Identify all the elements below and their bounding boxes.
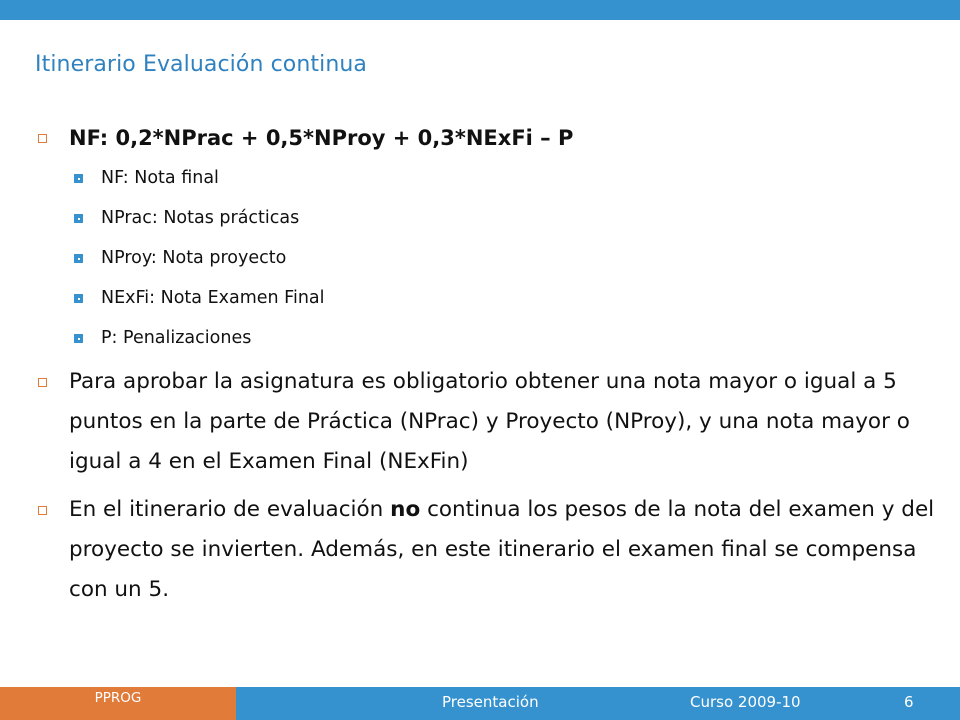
filled-square-bullet-icon [74,254,83,263]
requirement-paragraph [36,362,936,482]
definition-text: P: Penalizaciones [101,328,252,348]
footer-section: Presentación [442,693,539,711]
itinerary-paragraph [36,490,936,610]
filled-square-bullet-icon [74,334,83,343]
list-item [36,318,936,358]
top-bar [0,0,960,20]
square-bullet-icon [38,134,47,143]
formula-text: NF: 0,2*NPrac + 0,5*NProy + 0,3*NExFi – P [69,126,574,150]
footer [0,687,960,720]
list-item [36,278,936,318]
requirement-text: Para aprobar la asignatura es obligatorio obtener una nota mayor o igual a 5 puntos en la parte de Práctica (NPrac) y Proyecto (NProy), y una nota mayor o igual a 4 en el Examen Final (NExFin) [69,369,910,474]
formula-item [36,118,936,158]
definition-text: NProy: Nota proyecto [101,248,287,268]
filled-square-bullet-icon [74,174,83,183]
square-bullet-icon [38,378,47,387]
footer-course-code: PPROG [0,687,236,720]
filled-square-bullet-icon [74,294,83,303]
square-bullet-icon [38,506,47,515]
itinerary-text-bold: no [390,497,421,522]
footer-bar [236,687,960,720]
list-item [36,198,936,238]
footer-course: Curso 2009-10 [690,693,801,711]
definition-text: NPrac: Notas prácticas [101,208,300,228]
page-number: 6 [904,693,914,711]
definitions-list [36,158,936,358]
slide-content [36,118,936,610]
definition-text: NF: Nota final [101,168,219,188]
list-item [36,158,936,198]
definition-text: NExFi: Nota Examen Final [101,288,325,308]
filled-square-bullet-icon [74,214,83,223]
itinerary-text-before: En el itinerario de evaluación [69,497,391,522]
slide-title: Itinerario Evaluación continua [35,52,367,77]
itinerary-text-after: continua los pesos de la nota del examen y del proyecto se invierten. Además, en este itinerario el examen final se compensa con un 5. [69,497,935,602]
list-item [36,238,936,278]
